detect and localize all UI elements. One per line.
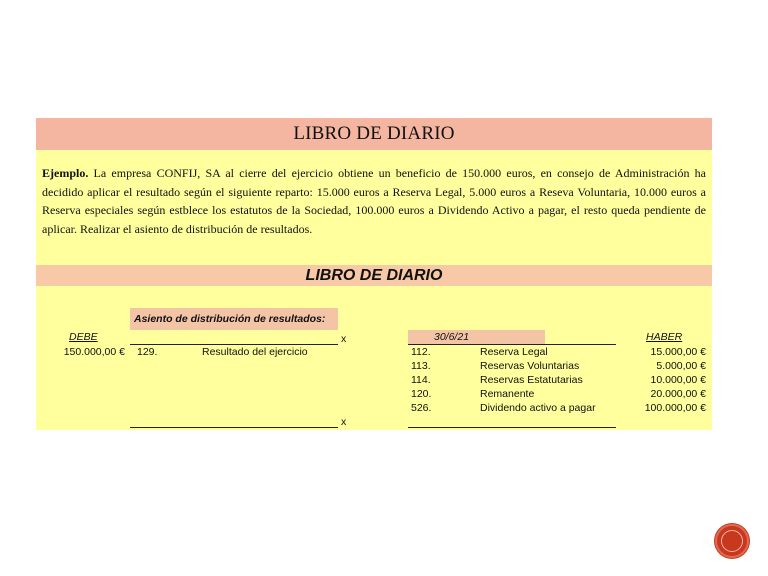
- credit-top-line: [408, 344, 616, 345]
- next-slide-icon[interactable]: [715, 524, 749, 558]
- debit-code: 129.: [137, 346, 158, 358]
- entry-label: Asiento de distribución de resultados:: [130, 308, 338, 330]
- credit-code: 526.: [411, 402, 432, 414]
- journal-entry-table: [36, 286, 712, 430]
- credit-amount: 100.000,00 €: [644, 402, 706, 414]
- credit-amount: 5.000,00 €: [656, 360, 706, 372]
- top-separator-mark: x: [341, 333, 347, 345]
- credit-amount: 15.000,00 €: [650, 346, 706, 358]
- credit-account: Dividendo activo a pagar: [480, 402, 596, 414]
- debit-account: Resultado del ejercicio: [202, 346, 308, 358]
- credit-code: 114.: [411, 374, 431, 386]
- example-statement: [36, 150, 712, 265]
- entry-top-line: [130, 344, 338, 345]
- example-paragraph: [36, 150, 712, 238]
- credit-account: Reservas Voluntarias: [480, 360, 580, 372]
- slide-title: LIBRO DE DIARIO: [36, 118, 712, 150]
- bottom-separator-mark: x: [341, 416, 347, 428]
- credit-amount: 10.000,00 €: [650, 374, 706, 386]
- journal-title: LIBRO DE DIARIO: [36, 265, 712, 286]
- credit-code: 120.: [411, 388, 432, 400]
- credit-bottom-line: [408, 427, 616, 428]
- entry-date: 30/6/21: [408, 330, 545, 344]
- credit-account: Reserva Legal: [480, 346, 548, 358]
- debit-amount: 150.000,00 €: [63, 346, 125, 358]
- example-lead: Ejemplo.: [42, 166, 89, 180]
- haber-header: HABER: [646, 331, 683, 343]
- credit-code: 112.: [411, 346, 431, 358]
- credit-account: Remanente: [480, 388, 535, 400]
- debe-header: DEBE: [69, 331, 98, 343]
- entry-bottom-line: [130, 427, 338, 428]
- credit-account: Reservas Estatutarias: [480, 374, 583, 386]
- credit-code: 113.: [411, 360, 431, 372]
- example-text: La empresa CONFIJ, SA al cierre del ejercicio obtiene un beneficio de 150.000 euros, en consejo de Administración ha decidido aplicar el resultado según el siguiente reparto: 15.000 euros a Reserva Legal, 5.000 euros a Reseva Voluntaria, 10.000 euros a Reserva especiales según estblece los estatutos de la Sociedad, 100.000 euros a Dividendo Activo a pagar, el resto queda pendiente de aplicar. Realizar el asiento de distribución de resultados.: [42, 166, 706, 236]
- credit-amount: 20.000,00 €: [650, 388, 706, 400]
